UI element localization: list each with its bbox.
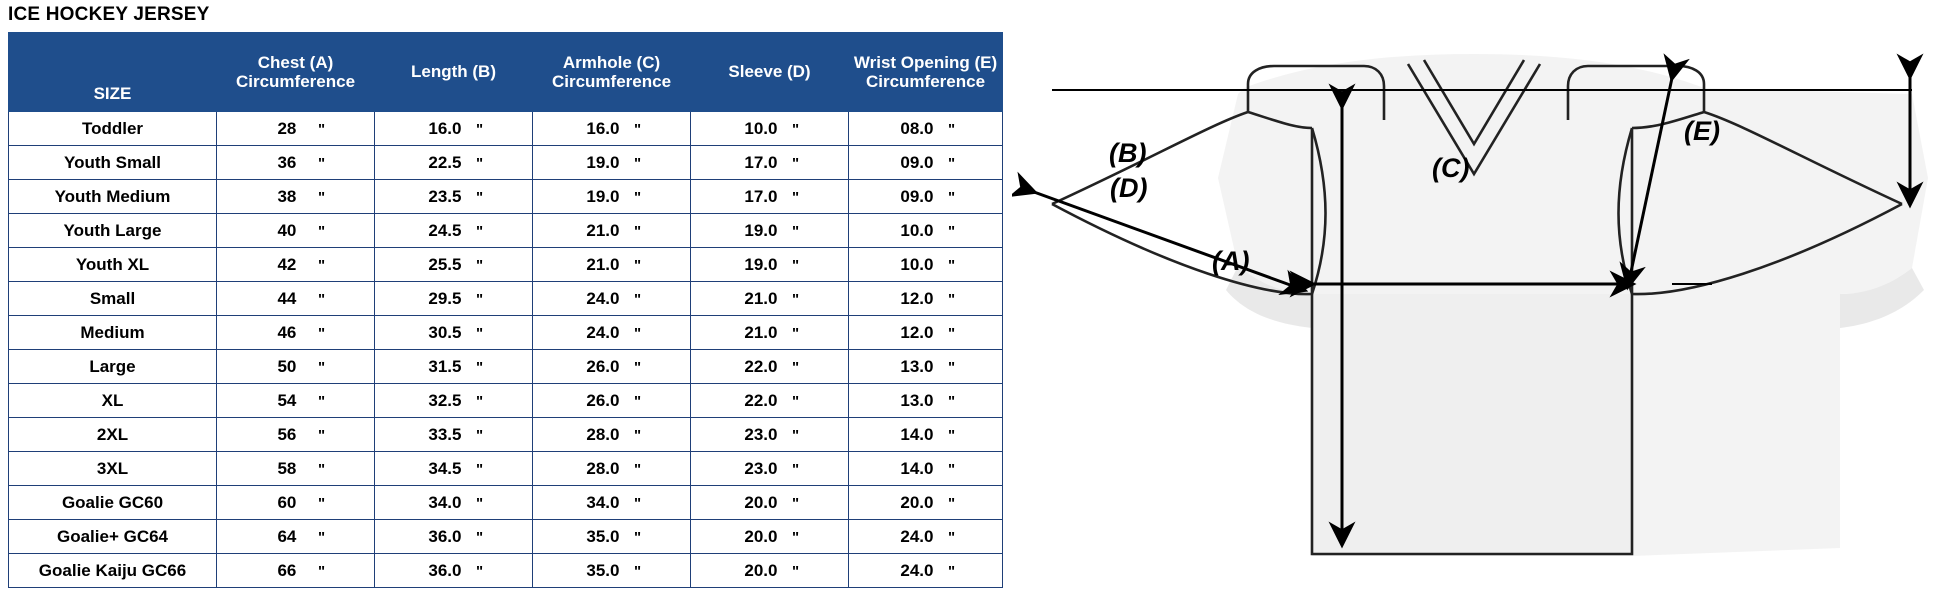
table-row [9,112,1003,146]
value-chest: 58 [277,458,297,478]
diagram-label-c: (C) [1432,153,1470,183]
cell-length [375,486,533,520]
cell-armhole [533,418,691,452]
value-wrist: 14.0 [900,424,934,444]
value-length: 36.0 [428,526,462,546]
unit-inch: " [475,222,484,240]
cell-chest [217,180,375,214]
value-chest: 50 [277,356,297,376]
unit-inch: " [791,460,800,478]
unit-inch: " [317,494,326,512]
value-wrist: 14.0 [900,458,934,478]
unit-inch: " [317,358,326,376]
table-row [9,180,1003,214]
cell-size: Toddler [9,112,217,146]
size-chart-table [8,32,1003,588]
value-armhole: 34.0 [586,492,620,512]
column-header-size: SIZE [9,33,217,112]
value-wrist: 09.0 [900,152,934,172]
unit-inch: " [633,154,642,172]
table-body [9,112,1003,588]
value-wrist: 24.0 [900,526,934,546]
cell-length [375,112,533,146]
table-row [9,214,1003,248]
column-header-wrist: Wrist Opening (E) Circumference [849,33,1003,112]
cell-chest [217,384,375,418]
unit-inch: " [791,222,800,240]
value-chest: 54 [277,390,297,410]
cell-length [375,554,533,588]
column-header-length: Length (B) [375,33,533,112]
cell-armhole [533,520,691,554]
unit-inch: " [633,392,642,410]
cell-armhole [533,180,691,214]
table-row [9,486,1003,520]
unit-inch: " [633,120,642,138]
cell-sleeve [691,350,849,384]
table-row [9,248,1003,282]
cell-length [375,520,533,554]
unit-inch: " [475,120,484,138]
cell-chest [217,554,375,588]
value-armhole: 24.0 [586,288,620,308]
unit-inch: " [633,460,642,478]
value-armhole: 19.0 [586,152,620,172]
value-sleeve: 20.0 [744,492,778,512]
table-row [9,146,1003,180]
value-wrist: 24.0 [900,560,934,580]
cell-size: Large [9,350,217,384]
table-row [9,554,1003,588]
jersey-silhouette [1218,54,1928,556]
unit-inch: " [633,426,642,444]
unit-inch: " [475,392,484,410]
cell-wrist [849,180,1003,214]
unit-inch: " [791,188,800,206]
cell-size: Medium [9,316,217,350]
cell-length [375,146,533,180]
table-row [9,350,1003,384]
value-length: 29.5 [428,288,462,308]
value-sleeve: 22.0 [744,356,778,376]
unit-inch: " [475,494,484,512]
cell-size: Small [9,282,217,316]
unit-inch: " [317,528,326,546]
unit-inch: " [317,426,326,444]
table-row [9,520,1003,554]
cell-sleeve [691,452,849,486]
unit-inch: " [633,290,642,308]
value-wrist: 20.0 [900,492,934,512]
diagram-label-d: (D) [1110,173,1148,203]
value-chest: 38 [277,186,297,206]
unit-inch: " [475,154,484,172]
value-armhole: 21.0 [586,220,620,240]
cell-size: Youth Small [9,146,217,180]
unit-inch: " [947,426,956,444]
value-chest: 40 [277,220,297,240]
unit-inch: " [317,188,326,206]
cell-size: XL [9,384,217,418]
cell-length [375,214,533,248]
value-length: 30.5 [428,322,462,342]
cell-armhole [533,282,691,316]
value-armhole: 19.0 [586,186,620,206]
unit-inch: " [317,324,326,342]
unit-inch: " [791,528,800,546]
cell-size: Youth Medium [9,180,217,214]
unit-inch: " [475,528,484,546]
table-header [9,33,1003,112]
cell-wrist [849,520,1003,554]
value-chest: 56 [277,424,297,444]
value-armhole: 35.0 [586,560,620,580]
unit-inch: " [633,324,642,342]
cell-length [375,248,533,282]
value-chest: 42 [277,254,297,274]
value-length: 25.5 [428,254,462,274]
unit-inch: " [475,358,484,376]
value-chest: 36 [277,152,297,172]
unit-inch: " [633,256,642,274]
value-chest: 66 [277,560,297,580]
cell-chest [217,248,375,282]
value-chest: 28 [277,118,297,138]
cell-wrist [849,486,1003,520]
cell-armhole [533,554,691,588]
cell-length [375,350,533,384]
value-chest: 46 [277,322,297,342]
value-length: 22.5 [428,152,462,172]
value-chest: 64 [277,526,297,546]
unit-inch: " [791,494,800,512]
unit-inch: " [947,562,956,580]
cell-size: Goalie+ GC64 [9,520,217,554]
value-armhole: 16.0 [586,118,620,138]
table-row [9,418,1003,452]
unit-inch: " [791,290,800,308]
value-sleeve: 20.0 [744,560,778,580]
cell-wrist [849,350,1003,384]
unit-inch: " [947,290,956,308]
value-armhole: 26.0 [586,390,620,410]
unit-inch: " [791,324,800,342]
value-length: 24.5 [428,220,462,240]
value-armhole: 28.0 [586,424,620,444]
value-sleeve: 17.0 [744,186,778,206]
table-row [9,316,1003,350]
value-wrist: 12.0 [900,288,934,308]
unit-inch: " [947,120,956,138]
diagram-label-e: (E) [1684,116,1720,146]
value-length: 34.0 [428,492,462,512]
diagram-label-b: (B) [1109,138,1147,168]
unit-inch: " [633,562,642,580]
unit-inch: " [633,528,642,546]
unit-inch: " [947,358,956,376]
table-row [9,384,1003,418]
unit-inch: " [791,120,800,138]
value-sleeve: 22.0 [744,390,778,410]
cell-armhole [533,452,691,486]
value-wrist: 12.0 [900,322,934,342]
cell-chest [217,316,375,350]
cell-sleeve [691,214,849,248]
table-row [9,282,1003,316]
cell-sleeve [691,112,849,146]
unit-inch: " [475,188,484,206]
cell-armhole [533,486,691,520]
value-sleeve: 23.0 [744,424,778,444]
cell-sleeve [691,282,849,316]
cell-chest [217,452,375,486]
unit-inch: " [791,562,800,580]
cell-length [375,452,533,486]
column-header-sleeve: Sleeve (D) [691,33,849,112]
value-length: 33.5 [428,424,462,444]
value-chest: 60 [277,492,297,512]
cell-chest [217,350,375,384]
value-armhole: 24.0 [586,322,620,342]
cell-armhole [533,384,691,418]
column-header-armhole: Armhole (C) Circumference [533,33,691,112]
cell-sleeve [691,248,849,282]
cell-size: Goalie Kaiju GC66 [9,554,217,588]
value-armhole: 21.0 [586,254,620,274]
cell-sleeve [691,146,849,180]
cell-wrist [849,146,1003,180]
cell-size: 3XL [9,452,217,486]
unit-inch: " [791,256,800,274]
cell-wrist [849,214,1003,248]
unit-inch: " [317,290,326,308]
unit-inch: " [947,324,956,342]
cell-wrist [849,248,1003,282]
cell-armhole [533,316,691,350]
value-length: 23.5 [428,186,462,206]
size-table-container [8,32,1002,588]
cell-length [375,384,533,418]
unit-inch: " [475,324,484,342]
unit-inch: " [317,120,326,138]
cell-chest [217,486,375,520]
jersey-diagram-svg [1012,28,1938,580]
value-armhole: 26.0 [586,356,620,376]
cell-wrist [849,282,1003,316]
cell-length [375,316,533,350]
cell-sleeve [691,486,849,520]
table-row [9,452,1003,486]
unit-inch: " [947,222,956,240]
cell-wrist [849,418,1003,452]
unit-inch: " [633,358,642,376]
unit-inch: " [475,562,484,580]
unit-inch: " [791,154,800,172]
value-sleeve: 20.0 [744,526,778,546]
value-sleeve: 21.0 [744,322,778,342]
value-sleeve: 19.0 [744,254,778,274]
unit-inch: " [317,562,326,580]
column-header-chest: Chest (A) Circumference [217,33,375,112]
cell-wrist [849,316,1003,350]
cell-sleeve [691,520,849,554]
cell-armhole [533,350,691,384]
jersey-measurement-diagram [1012,28,1938,580]
diagram-label-a: (A) [1212,246,1250,276]
unit-inch: " [947,494,956,512]
unit-inch: " [633,494,642,512]
cell-chest [217,112,375,146]
unit-inch: " [317,222,326,240]
cell-length [375,282,533,316]
unit-inch: " [475,460,484,478]
value-length: 32.5 [428,390,462,410]
cell-wrist [849,554,1003,588]
unit-inch: " [947,188,956,206]
unit-inch: " [791,358,800,376]
value-wrist: 08.0 [900,118,934,138]
value-sleeve: 10.0 [744,118,778,138]
cell-armhole [533,214,691,248]
value-wrist: 10.0 [900,220,934,240]
unit-inch: " [317,392,326,410]
value-length: 34.5 [428,458,462,478]
cell-wrist [849,384,1003,418]
unit-inch: " [947,154,956,172]
unit-inch: " [633,222,642,240]
value-length: 16.0 [428,118,462,138]
value-chest: 44 [277,288,297,308]
cell-sleeve [691,384,849,418]
unit-inch: " [947,392,956,410]
unit-inch: " [633,188,642,206]
table-header-row [9,33,1003,112]
value-length: 31.5 [428,356,462,376]
unit-inch: " [475,290,484,308]
value-length: 36.0 [428,560,462,580]
value-armhole: 35.0 [586,526,620,546]
cell-wrist [849,452,1003,486]
unit-inch: " [475,256,484,274]
unit-inch: " [947,256,956,274]
cell-size: Goalie GC60 [9,486,217,520]
value-wrist: 09.0 [900,186,934,206]
cell-size: Youth Large [9,214,217,248]
cell-size: Youth XL [9,248,217,282]
cell-length [375,180,533,214]
cell-sleeve [691,418,849,452]
value-armhole: 28.0 [586,458,620,478]
cell-armhole [533,112,691,146]
cell-sleeve [691,554,849,588]
cell-chest [217,418,375,452]
value-sleeve: 21.0 [744,288,778,308]
value-sleeve: 23.0 [744,458,778,478]
unit-inch: " [947,528,956,546]
cell-armhole [533,146,691,180]
unit-inch: " [791,426,800,444]
cell-wrist [849,112,1003,146]
cell-sleeve [691,180,849,214]
cell-chest [217,146,375,180]
unit-inch: " [475,426,484,444]
page-title: ICE HOCKEY JERSEY [8,4,210,25]
unit-inch: " [791,392,800,410]
cell-size: 2XL [9,418,217,452]
value-sleeve: 19.0 [744,220,778,240]
value-wrist: 10.0 [900,254,934,274]
unit-inch: " [317,460,326,478]
cell-armhole [533,248,691,282]
cell-sleeve [691,316,849,350]
cell-chest [217,214,375,248]
cell-chest [217,520,375,554]
cell-length [375,418,533,452]
unit-inch: " [317,256,326,274]
unit-inch: " [947,460,956,478]
value-sleeve: 17.0 [744,152,778,172]
value-wrist: 13.0 [900,356,934,376]
unit-inch: " [317,154,326,172]
value-wrist: 13.0 [900,390,934,410]
cell-chest [217,282,375,316]
